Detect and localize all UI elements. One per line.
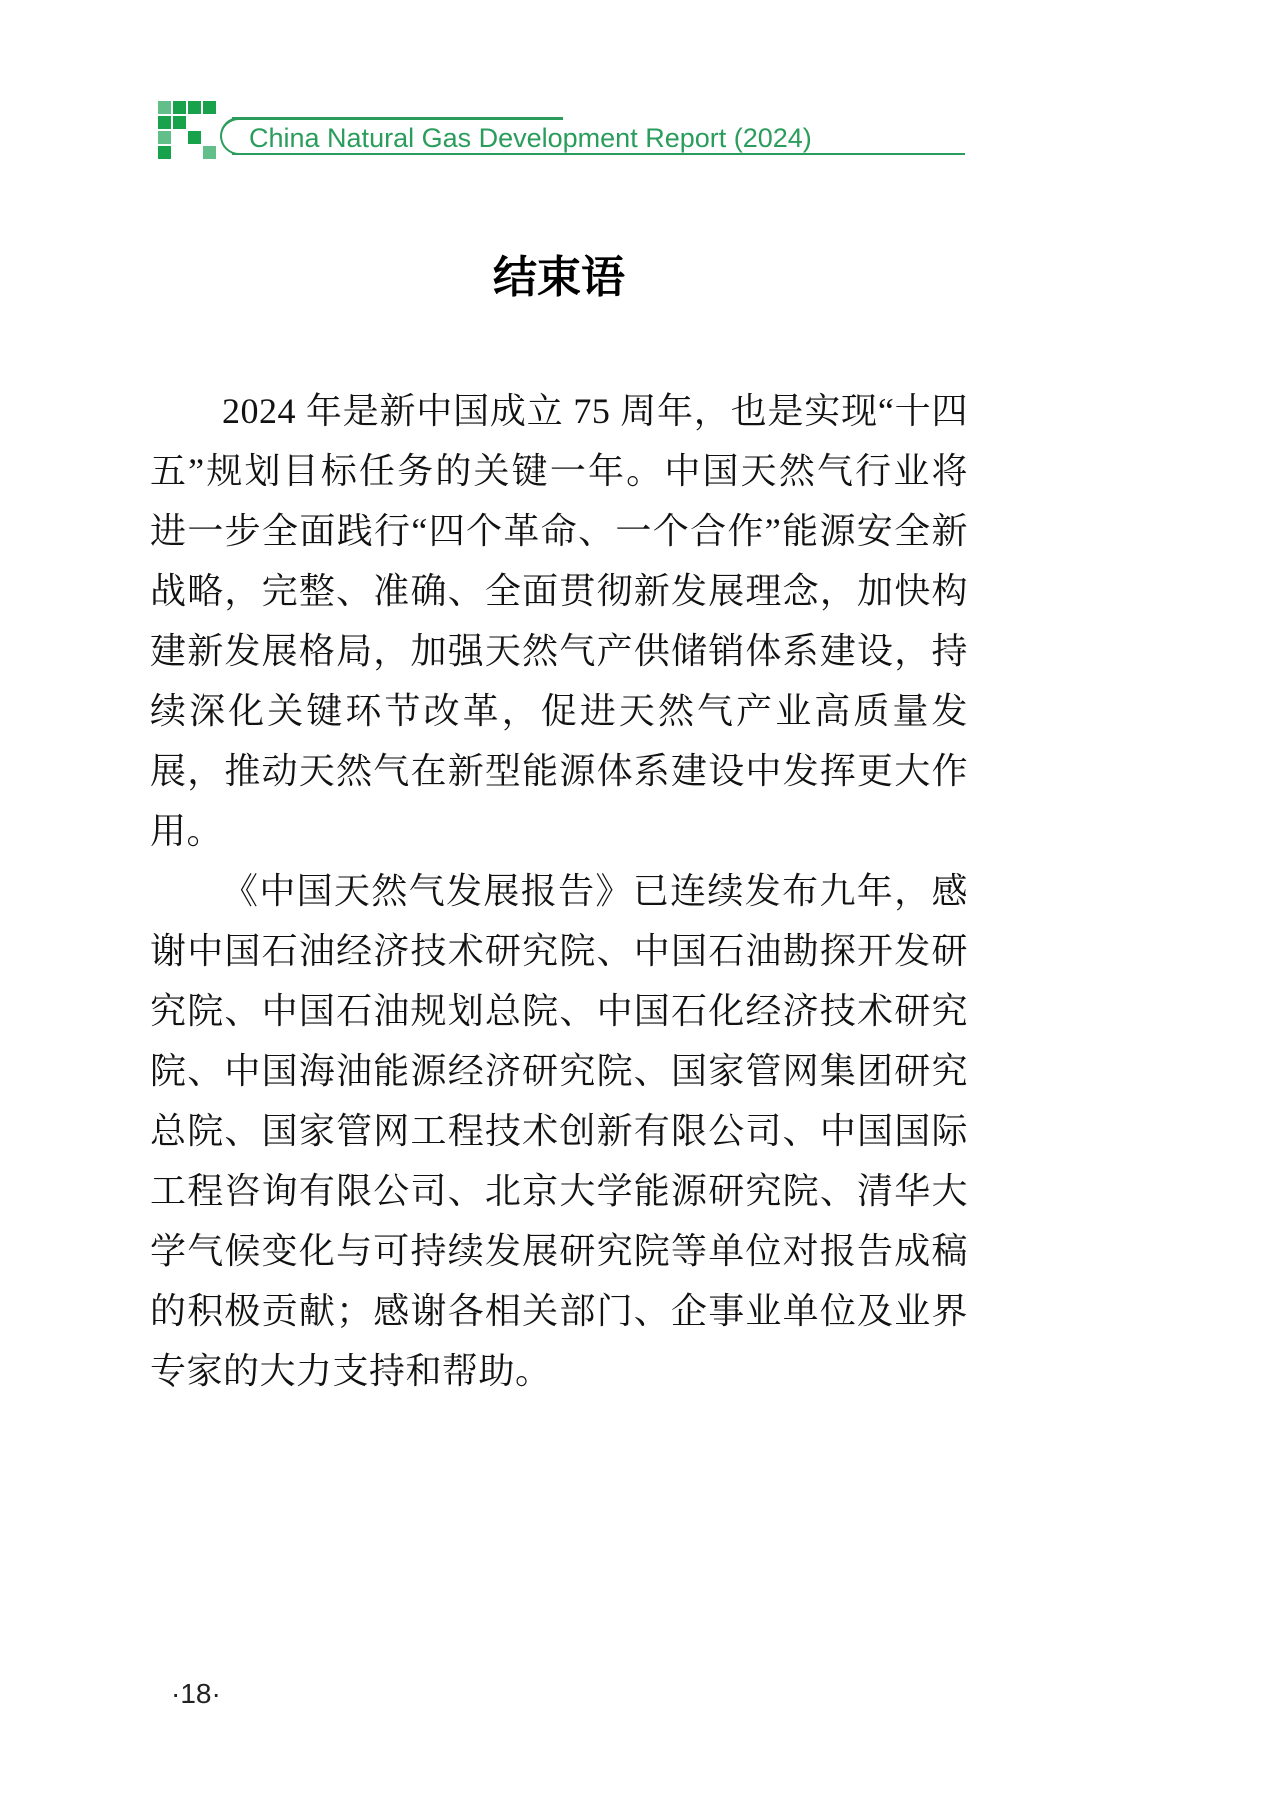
header-bracket-decoration <box>220 117 244 155</box>
page-number: ·18· <box>171 1678 221 1709</box>
report-title: China Natural Gas Development Report (2024) <box>247 123 955 153</box>
paragraph-2: 《中国天然气发展报告》已连续发布九年，感谢中国石油经济技术研究院、中国石油勘探开发研究院、中国石油规划总院、中国石化经济技术研究院、中国海油能源经济研究院、国家管网集团研究总院、国家管网工程技术创新有限公司、中国国际工程咨询有限公司、北京大学能源研究院、清华大学气候变化与可持续发展研究院等单位对报告成稿的积极贡献；感谢各相关部门、企事业单位及业界专家的大力支持和帮助。 <box>150 871 968 1391</box>
body-text <box>150 381 968 1401</box>
section-title: 结束语 <box>493 253 625 302</box>
header-bottom-rule <box>232 153 965 155</box>
paragraph-1: 2024 年是新中国成立 75 周年，也是实现“十四五”规划目标任务的关键一年。中国天然气行业将进一步全面践行“四个革命、一个合作”能源安全新战略，完整、准确、全面贯彻新发展理念，加快构建新发展格局，加强天然气产供储销体系建设，持续深化关键环节改革，促进天然气产业高质量发展，推动天然气在新型能源体系建设中发挥更大作用。 <box>150 391 968 851</box>
pixel-grid-logo-icon <box>158 101 171 114</box>
header-top-rule <box>232 117 563 120</box>
